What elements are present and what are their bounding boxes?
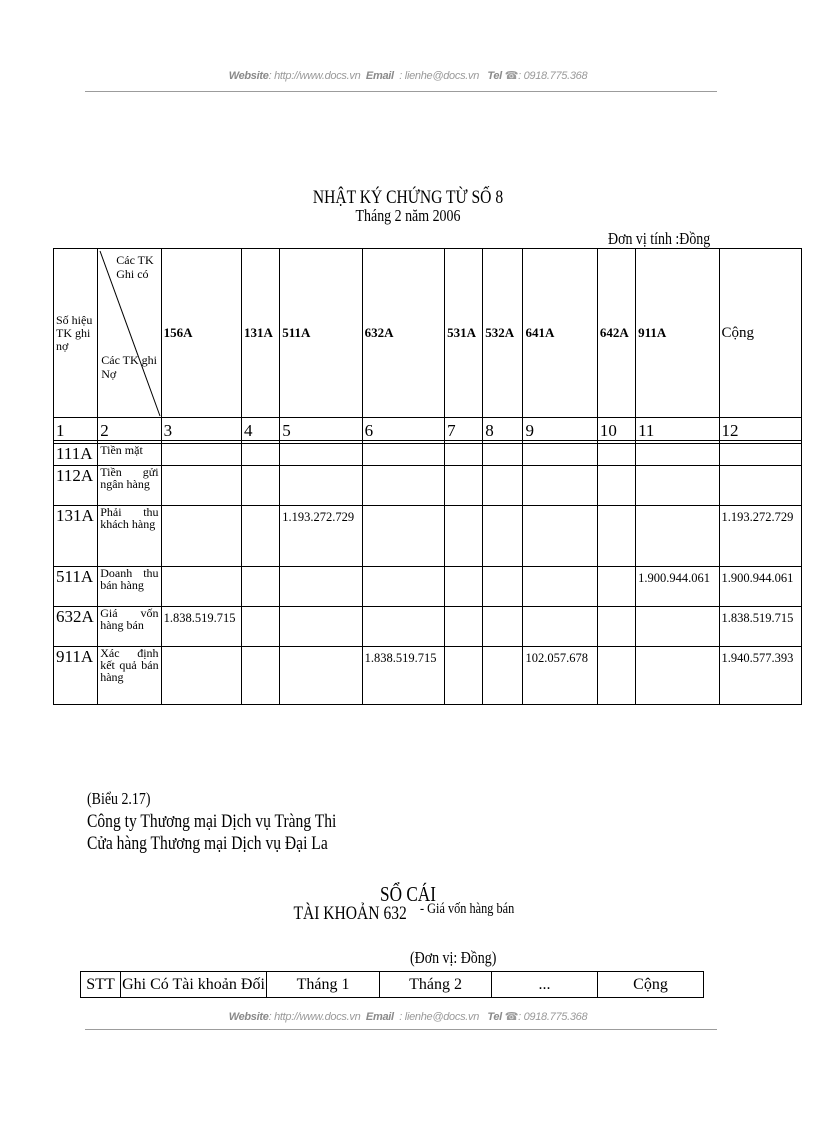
- account-code: 111A: [54, 444, 98, 466]
- column-header: 532A: [483, 249, 523, 418]
- value-cell: [719, 466, 802, 506]
- account-code: 112A: [54, 466, 98, 506]
- value-cell: [597, 607, 635, 647]
- email-link[interactable]: : lienhe@docs.vn: [399, 70, 480, 82]
- email-label: Email: [365, 70, 394, 82]
- index-cell: 4: [241, 418, 279, 441]
- table-row: [54, 444, 802, 466]
- account-code: 632A: [54, 607, 98, 647]
- diagonal-header-cell: [98, 249, 161, 418]
- index-cell: 6: [362, 418, 444, 441]
- value-cell: [597, 466, 635, 506]
- website-label: Website: [228, 70, 269, 82]
- value-cell: [597, 567, 635, 607]
- ledger-table: [80, 971, 704, 998]
- account-name: Tiền mặt: [98, 444, 161, 466]
- value-cell: [280, 466, 362, 506]
- table-row: [54, 466, 802, 506]
- account-name: Tiền gửi ngân hàng: [98, 466, 161, 506]
- value-cell: [362, 506, 444, 567]
- tel-number: : 0918.775.368: [518, 70, 588, 82]
- value-cell: [362, 466, 444, 506]
- value-cell: 1.838.519.715: [161, 607, 241, 647]
- column-header: 911A: [636, 249, 719, 418]
- value-cell: [523, 607, 597, 647]
- column-header: 632A: [362, 249, 444, 418]
- account-code: 911A: [54, 647, 98, 705]
- account-name: Xác định kết quả bán hàng: [98, 647, 161, 705]
- page-footer: [0, 1010, 816, 1023]
- value-cell: [636, 647, 719, 705]
- value-cell: [445, 466, 483, 506]
- value-cell: [241, 466, 279, 506]
- value-cell: [523, 444, 597, 466]
- debit-accounts-label: Các TK ghi Nợ: [101, 353, 158, 381]
- column-header: 642A: [597, 249, 635, 418]
- value-cell: 1.940.577.393: [719, 647, 802, 705]
- account-code: 131A: [54, 506, 98, 567]
- ledger-column-header: Tháng 1: [267, 972, 380, 998]
- table-row: [54, 567, 802, 607]
- journal-period: Tháng 2 năm 2006: [355, 206, 461, 225]
- value-cell: [636, 444, 719, 466]
- credit-accounts-label: Các TK Ghi có: [116, 253, 154, 281]
- ledger-column-header: Ghi Có Tài khoản Đối: [121, 972, 267, 998]
- index-cell: 3: [161, 418, 241, 441]
- index-cell: 1: [54, 418, 98, 441]
- value-cell: [241, 567, 279, 607]
- value-cell: [636, 506, 719, 567]
- column-header: 156A: [161, 249, 241, 418]
- tel-label: Tel: [487, 70, 502, 82]
- index-cell: 7: [445, 418, 483, 441]
- value-cell: [483, 444, 523, 466]
- value-cell: [280, 567, 362, 607]
- account-name: Phải thu khách hàng: [98, 506, 161, 567]
- company-name: Công ty Thương mại Dịch vụ Tràng Thi: [87, 811, 337, 832]
- value-cell: [445, 567, 483, 607]
- index-cell: 10: [597, 418, 635, 441]
- index-cell: 9: [523, 418, 597, 441]
- table-row: [54, 647, 802, 705]
- value-cell: [483, 567, 523, 607]
- table-row: [54, 607, 802, 647]
- value-cell: [445, 444, 483, 466]
- ledger-account-name: - Giá vốn hàng bán: [419, 901, 514, 917]
- store-name: Cửa hàng Thương mại Dịch vụ Đại La: [87, 833, 328, 854]
- email-label: Email: [365, 1011, 394, 1023]
- index-cell: 12: [719, 418, 802, 441]
- value-cell: [597, 444, 635, 466]
- website-link[interactable]: : http://www.docs.vn: [268, 1011, 361, 1023]
- footer-divider: [85, 1029, 717, 1030]
- account-code-header: Số hiệu TK ghi nợ: [54, 249, 98, 418]
- tel-number: : 0918.775.368: [518, 1011, 588, 1023]
- value-cell: [597, 647, 635, 705]
- ledger-account: [0, 903, 816, 925]
- value-cell: [241, 506, 279, 567]
- index-cell: 11: [636, 418, 719, 441]
- value-cell: [445, 506, 483, 567]
- value-cell: [280, 444, 362, 466]
- value-cell: [241, 444, 279, 466]
- value-cell: [523, 466, 597, 506]
- value-cell: [161, 506, 241, 567]
- value-cell: [161, 567, 241, 607]
- value-cell: [362, 567, 444, 607]
- value-cell: [362, 607, 444, 647]
- account-code: 511A: [54, 567, 98, 607]
- value-cell: [523, 506, 597, 567]
- header-divider: [85, 91, 717, 92]
- value-cell: [445, 647, 483, 705]
- value-cell: [636, 607, 719, 647]
- ledger-title: SỔ CÁI: [380, 882, 436, 906]
- column-header: 131A: [241, 249, 279, 418]
- column-header: Cộng: [719, 249, 802, 418]
- header-row: [54, 249, 802, 418]
- index-cell: 2: [98, 418, 161, 441]
- value-cell: 1.193.272.729: [719, 506, 802, 567]
- value-cell: [483, 466, 523, 506]
- value-cell: [161, 444, 241, 466]
- ledger-column-header: STT: [81, 972, 121, 998]
- phone-icon: ☎: [504, 1011, 519, 1023]
- value-cell: [719, 444, 802, 466]
- account-name: Giá vốn hàng bán: [98, 607, 161, 647]
- value-cell: [241, 647, 279, 705]
- value-cell: [483, 607, 523, 647]
- value-cell: [483, 647, 523, 705]
- value-cell: 1.838.519.715: [719, 607, 802, 647]
- value-cell: 1.900.944.061: [719, 567, 802, 607]
- website-link[interactable]: : http://www.docs.vn: [268, 70, 361, 82]
- ledger-column-header: Cộng: [598, 972, 704, 998]
- journal-table: [53, 248, 802, 705]
- form-reference: (Biểu 2.17): [87, 789, 151, 808]
- phone-icon: ☎: [504, 70, 519, 82]
- column-header: 531A: [445, 249, 483, 418]
- column-header: 641A: [523, 249, 597, 418]
- column-header: 511A: [280, 249, 362, 418]
- ledger-unit: (Đơn vị: Đồng): [410, 948, 497, 967]
- journal-title: NHẬT KÝ CHỨNG TỪ SỐ 8: [312, 187, 504, 208]
- value-cell: [280, 607, 362, 647]
- value-cell: [161, 466, 241, 506]
- ledger-column-header: Tháng 2: [380, 972, 492, 998]
- value-cell: [523, 567, 597, 607]
- account-name: Doanh thu bán hàng: [98, 567, 161, 607]
- value-cell: [362, 444, 444, 466]
- value-cell: 1.900.944.061: [636, 567, 719, 607]
- journal-unit: Đơn vị tính :Đồng: [608, 229, 711, 248]
- value-cell: [280, 647, 362, 705]
- value-cell: [161, 647, 241, 705]
- index-row: [54, 418, 802, 441]
- value-cell: [597, 506, 635, 567]
- value-cell: [445, 607, 483, 647]
- value-cell: [636, 466, 719, 506]
- value-cell: 1.838.519.715: [362, 647, 444, 705]
- table-row: [54, 506, 802, 567]
- ledger-column-header: ...: [492, 972, 598, 998]
- tel-label: Tel: [487, 1011, 502, 1023]
- value-cell: 102.057.678: [523, 647, 597, 705]
- index-cell: 5: [280, 418, 362, 441]
- ledger-header-row: [81, 972, 704, 998]
- ledger-account-code: TÀI KHOẢN 632: [293, 903, 408, 924]
- value-cell: 1.193.272.729: [280, 506, 362, 567]
- index-cell: 8: [483, 418, 523, 441]
- value-cell: [241, 607, 279, 647]
- page-header: [0, 69, 816, 82]
- website-label: Website: [228, 1011, 269, 1023]
- email-link[interactable]: : lienhe@docs.vn: [399, 1011, 480, 1023]
- value-cell: [483, 506, 523, 567]
